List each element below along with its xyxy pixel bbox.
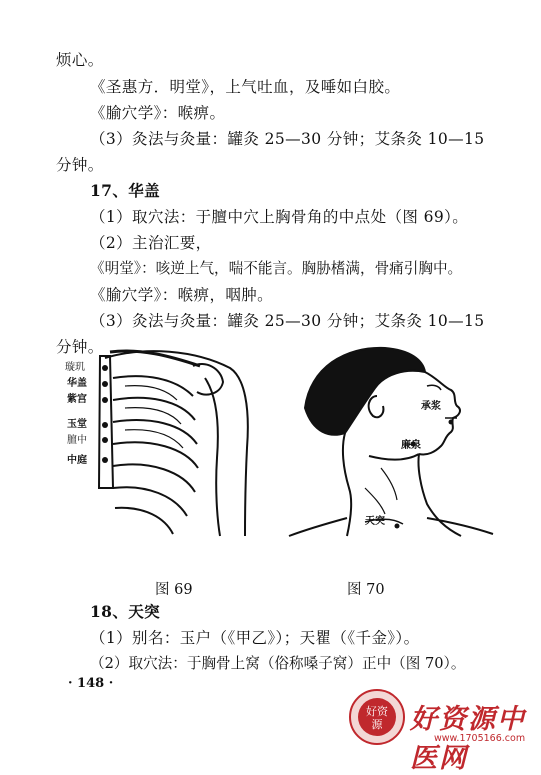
text-line-10: 《腧穴学》：喉痹，咽肿。 bbox=[90, 286, 274, 304]
watermark-url: www.1705166.com bbox=[434, 733, 526, 744]
text-line-alias: （1）别名：玉户（《甲乙》）；天瞿（《千金》）。 bbox=[90, 629, 420, 647]
figure-70-caption: 图 70 bbox=[347, 582, 385, 598]
text-line-11: （3）灸法与灸量：罐灸 25—30 分钟；艾条灸 10—15 bbox=[90, 312, 485, 330]
text-line-7: （1）取穴法：于膻中穴上胸骨角的中点处（图 69）。 bbox=[90, 208, 469, 226]
watermark-site-name: 好资源中医网 bbox=[410, 704, 526, 774]
text-line-2: 《圣惠方．明堂》，上气吐血，及唾如白胶。 bbox=[90, 78, 401, 96]
text-line-5: 分钟。 bbox=[56, 156, 104, 174]
svg-text:好资: 好资 bbox=[366, 705, 388, 718]
point-label-xuanji: 璇玑 bbox=[65, 362, 85, 373]
text-line-1: 烦心。 bbox=[56, 51, 104, 69]
text-line-4: （3）灸法与灸量：罐灸 25—30 分钟；艾条灸 10—15 bbox=[90, 130, 485, 148]
point-label-chengjiang: 承浆 bbox=[421, 401, 441, 412]
section-heading-18: 18、天突 bbox=[90, 602, 161, 621]
text-line-12: 分钟。 bbox=[56, 338, 104, 356]
point-label-huagai: 华盖 bbox=[67, 378, 87, 389]
text-line-8: （2）主治汇要， bbox=[90, 234, 212, 252]
figure-70-head-illustration bbox=[285, 338, 495, 538]
point-label-lianquan: 廉泉 bbox=[401, 440, 421, 451]
text-line-location: （2）取穴法：于胸骨上窝（俗称嗓子窝）正中（图 70）。 bbox=[90, 655, 466, 672]
text-line-3: 《腧穴学》：喉痹。 bbox=[90, 104, 226, 122]
point-label-tiantu: 天突 bbox=[365, 516, 385, 527]
text-line-9: 《明堂》：咳逆上气，喘不能言。胸胁榰满，骨痛引胸中。 bbox=[90, 260, 463, 277]
figures-area bbox=[55, 338, 495, 598]
point-label-yutang: 玉堂 bbox=[67, 419, 87, 430]
page-number: · 148 · bbox=[68, 676, 114, 691]
section-heading-17: 17、华盖 bbox=[90, 181, 161, 200]
point-label-danzhong: 膻中 bbox=[67, 435, 87, 446]
point-label-zigong: 紫宫 bbox=[67, 394, 87, 405]
svg-text:源: 源 bbox=[371, 718, 383, 731]
figure-69-caption: 图 69 bbox=[155, 582, 193, 598]
point-label-zhongting: 中庭 bbox=[67, 455, 87, 466]
watermark-seal-icon bbox=[348, 688, 406, 746]
